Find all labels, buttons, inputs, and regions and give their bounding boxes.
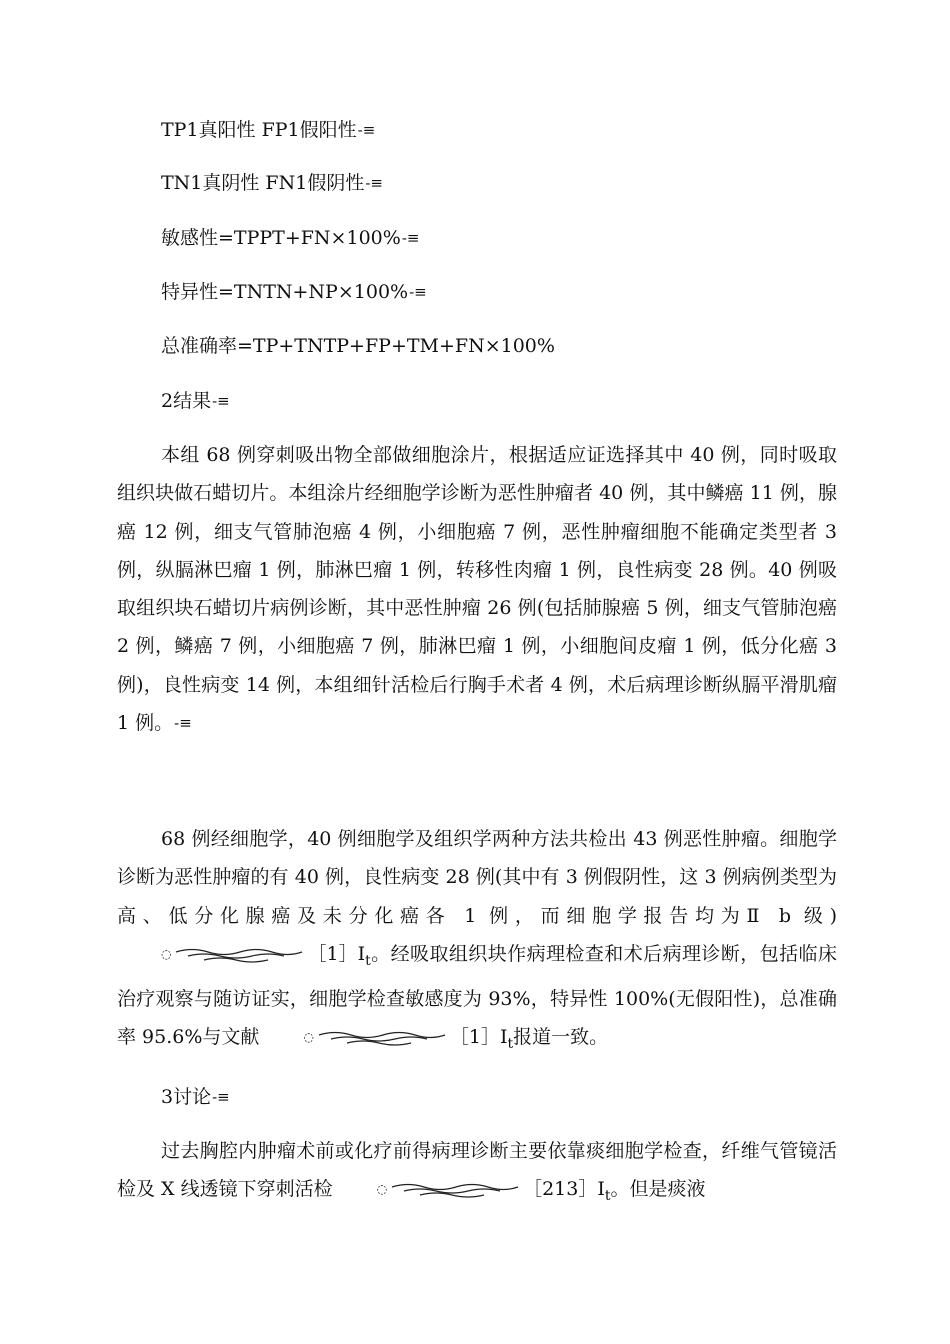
- paragraph-text: 68 例经细胞学，40 例细胞学及组织学两种方法共检出 43 例恶性肿瘤。细胞学诊断为恶性肿瘤的有 40 例，良性病变 28 例(其中有 3 例假阴性，这 3 例病例类型为高、低分化腺癌及未分化癌各 1 例，而细胞学报告均为Ⅱ b 级): [117, 828, 837, 927]
- citation-dot: ◌: [376, 1182, 388, 1197]
- formula-text: 敏感性=TPPT+FN×100%: [161, 227, 401, 249]
- paragraph-mark: -≡: [409, 283, 427, 301]
- heading-text: 3讨论: [161, 1086, 212, 1108]
- formula-text: 总准确率=TP+TNTP+FP+TM+FN×100%: [161, 335, 555, 357]
- paragraph-text: 报道一致。: [513, 1026, 609, 1049]
- heading-text: 2结果: [161, 390, 212, 412]
- results-paragraph-2: [117, 820, 837, 1064]
- citation-reference: [117, 935, 371, 980]
- paragraph-text: 。但是痰液: [610, 1178, 706, 1201]
- formula-text: TP1真阳性 FP1假阳性: [161, 119, 357, 141]
- paragraph-text: 过去胸腔内肿瘤术前或化疗前得病理诊断主要依靠痰细胞学检查，纤维气管镜活检及 X 线透镜下穿刺活检: [117, 1140, 837, 1201]
- citation-reference: [259, 1018, 513, 1063]
- paragraph-text: 。经吸取组织块作病理检查和术后病理诊断，包括临床治疗观察与随访证实，细胞学检查敏感度为 93%，特异性 100%(无假阳性)，总准确率 95.6%与文献: [117, 942, 837, 1049]
- citation-text: ［1］I: [449, 1026, 508, 1049]
- citation-text: ［213］I: [523, 1178, 605, 1201]
- formula-text: TN1真阴性 FN1假阴性: [161, 172, 365, 194]
- formula-tn-fn: [161, 171, 383, 195]
- wavy-line-icon: [174, 946, 304, 964]
- citation-subscript: t: [365, 952, 371, 969]
- paragraph-mark: -≡: [212, 1088, 230, 1106]
- paragraph-mark: -≡: [401, 229, 420, 247]
- citation-dot: ◌: [161, 946, 172, 961]
- citation-dot: ◌: [303, 1030, 314, 1045]
- formula-specificity: [161, 280, 427, 304]
- citation-subscript: t: [507, 1036, 514, 1053]
- wavy-line-icon: [390, 1181, 520, 1199]
- formula-tp-fp: [161, 118, 375, 142]
- paragraph-mark: -≡: [212, 392, 230, 410]
- results-paragraph-1: [117, 436, 837, 742]
- formula-accuracy: [161, 334, 555, 358]
- section-heading-results: [161, 389, 230, 413]
- paragraph-mark: -≡: [365, 174, 383, 192]
- citation-text: ［1］I: [307, 942, 366, 965]
- paragraph-text: 本组 68 例穿刺吸出物全部做细胞涂片，根据适应证选择其中 40 例，同时吸取组织块做石蜡切片。本组涂片经细胞学诊断为恶性肿瘤者 40 例，其中鳞癌 11 例，腺癌 12 例，细支气管肺泡癌 4 例，小细胞癌 7 例，恶性肿瘤细胞不能确定类型者 3 例，纵膈淋巴瘤 1 例，肺淋巴瘤 1 例，转移性肉瘤 1 例，良性病变 28 例。40 例吸取组织块石蜡切片病例诊断，其中恶性肿瘤 26 例(包括肺腺癌 5 例，细支气管肺泡癌 2 例，鳞癌 7 例，小细胞癌 7 例，肺淋巴瘤 1 例，小细胞间皮瘤 1 例，低分化癌 3 例)，良性病变 14 例，本组细针活检后行胸手术者 4 例，术后病理诊断纵膈平滑肌瘤 1 例。: [117, 444, 837, 735]
- paragraph-mark: -≡: [357, 121, 376, 139]
- section-heading-discussion: [161, 1085, 230, 1109]
- formula-text: 特异性=TNTN+NP×100%: [161, 281, 409, 303]
- citation-subscript: t: [604, 1188, 611, 1205]
- formula-sensitivity: [161, 226, 419, 250]
- wavy-line-icon: [317, 1029, 447, 1047]
- citation-reference: [333, 1170, 611, 1215]
- discussion-paragraph-1: [117, 1132, 837, 1216]
- paragraph-mark: -≡: [174, 714, 192, 733]
